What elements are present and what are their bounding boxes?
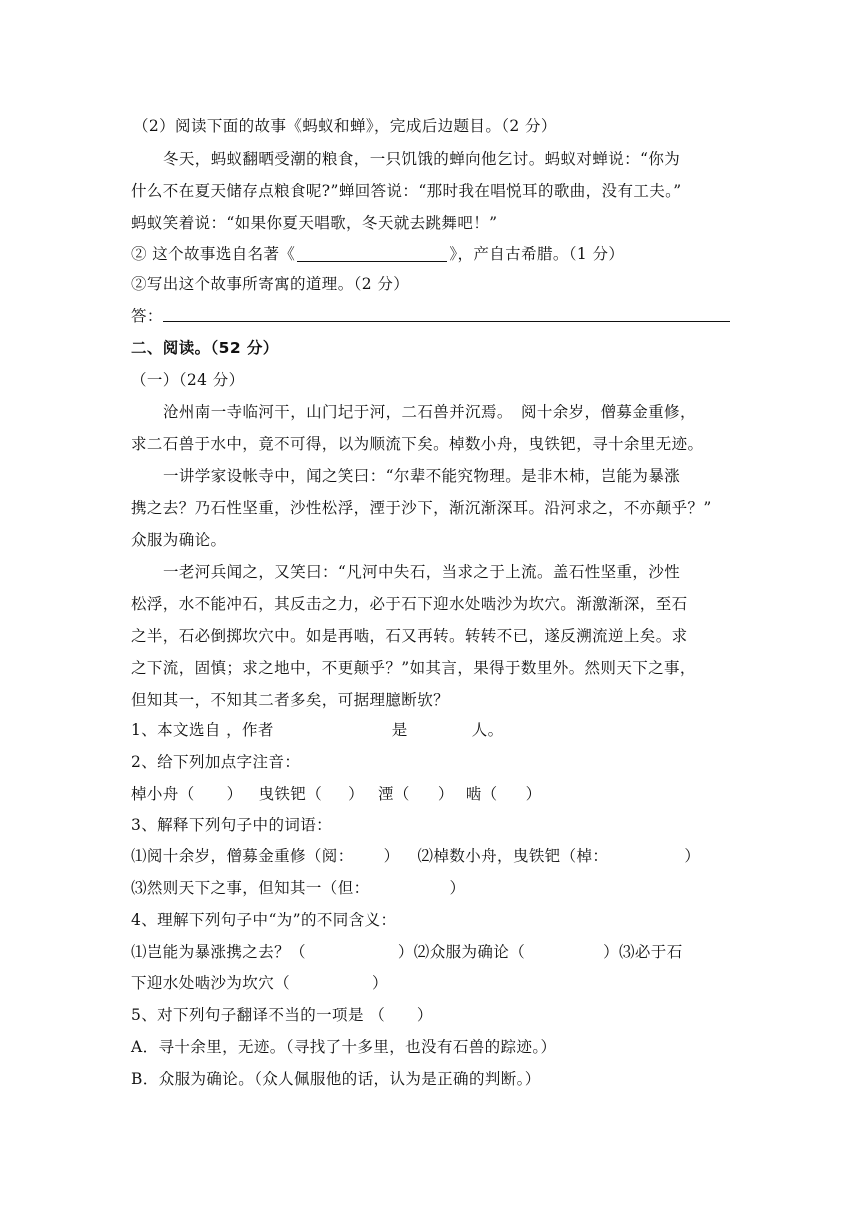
passage-line-2: 求二石兽于水中，竟不可得，以为顺流下矣。棹数小舟，曳铁钯，寻十余里无迹。 [131, 435, 704, 453]
explain-close-2: ） [684, 847, 701, 865]
phonetic-close-3: ） [437, 785, 454, 803]
passage-line-9: 之下流，固慎；求之地中，不更颠乎？”如其言，果得于数里外。然则天下之事， [131, 659, 696, 677]
meaning-item-3: ）⑶必于石 [603, 943, 683, 961]
meaning-item-3-cont: 下迎水处啮沙为坎穴（ [131, 974, 291, 992]
option-a: A．寻十余里，无迹。（寻找了十多里，也没有石兽的踪迹。） [131, 1038, 557, 1056]
passage-line-6: 一老河兵闻之，又笑曰：“凡河中失石，当求之于上流。盖石性坚重，沙性 [163, 563, 681, 581]
book-name-blank[interactable] [297, 245, 447, 262]
question-3-words: 3、解释下列句子中的词语： [131, 816, 333, 834]
q1-text-a: 1、本文选自 ，作者 [131, 721, 274, 739]
question-5-translation: 5、对下列句子翻译不当的一项是 （ ） [131, 1006, 433, 1024]
phonetic-item-3: 湮（ [378, 785, 410, 803]
section-2-heading: 二、阅读。（52 分） [131, 339, 279, 357]
explain-item-3: ⑶然则天下之事，但知其一（但： [131, 879, 370, 897]
meaning-item-1: ⑴岂能为暴涨携之去？（ [131, 943, 306, 961]
q1-text-b: 是 [391, 721, 408, 739]
story-line-2: 什么不在夏天储存点粮食呢?”蝉回答说：“那时我在唱悦耳的歌曲，没有工夫。” [131, 182, 682, 200]
passage-line-5: 众服为确论。 [131, 531, 227, 549]
word-explain-line-1 [131, 846, 731, 866]
phonetic-item-1: 棹小舟（ [131, 785, 195, 803]
phonetic-items [131, 784, 731, 804]
question-moral: ②写出这个故事所寄寓的道理。（2 分） [131, 275, 410, 293]
phonetic-item-2: 曳铁钯（ [258, 785, 323, 803]
story-line-3: 蚂蚁笑着说：“如果你夏天唱歌，冬天就去跳舞吧！” [131, 214, 498, 232]
explain-item-2: ⑵棹数小舟，曳铁钯（棹： [417, 847, 609, 865]
q1-text-c: 人。 [471, 721, 504, 739]
passage-line-10: 但知其一，不知其二者多矣，可据理臆断欤？ [131, 691, 450, 709]
question-source-text: ② 这个故事选自名著《 [131, 245, 296, 263]
passage-line-8: 之半，石必倒掷坎穴中。如是再啮，石又再转。转转不已，遂反溯流逆上矣。求 [131, 627, 688, 645]
phonetic-item-4: 啮（ [465, 785, 498, 803]
question-1-source [131, 720, 731, 740]
story-line-1: 冬天，蚂蚁翻晒受潮的粮食，一只饥饿的蝉向他乞讨。蚂蚁对蝉说：“你为 [163, 150, 681, 168]
part-1-heading: （一）（24 分） [131, 371, 245, 389]
meaning-item-2: ）⑵众服为确论（ [397, 943, 526, 961]
meaning-line-2 [131, 973, 731, 993]
question-2-instruction: （2）阅读下面的故事《蚂蚁和蝉》，完成后边题目。（2 分） [133, 117, 557, 135]
option-b: B．众服为确论。（众人佩服他的话，认为是正确的判断。） [131, 1070, 541, 1088]
phonetic-close-1: ） [226, 785, 243, 803]
answer-label: 答： [131, 307, 163, 325]
word-explain-line-2 [131, 878, 731, 898]
passage-line-3: 一讲学家设帐寺中，闻之笑曰：“尔辈不能究物理。是非木杮，岂能为暴涨 [163, 467, 681, 485]
meaning-line-1 [131, 942, 731, 962]
question-source-book [131, 244, 731, 264]
meaning-close-3: ） [372, 974, 388, 992]
passage-line-7: 松浮，水不能冲石，其反击之力，必于石下迎水处啮沙为坎穴。渐激渐深，至石 [131, 595, 688, 613]
question-4-meaning: 4、理解下列句子中“为”的不同含义： [131, 911, 397, 929]
question-source-tail: 》，产自古希腊。（1 分） [449, 245, 625, 263]
explain-item-1: ⑴阅十余岁，僧募金重修（阅： [131, 847, 354, 865]
phonetic-close-4: ） [525, 785, 542, 803]
phonetic-close-2: ） [348, 785, 365, 803]
answer-line[interactable] [163, 321, 730, 322]
passage-line-4: 携之去？乃石性坚重，沙性松浮，湮于沙下，渐沉渐深耳。沿河求之，不亦颠乎？” [131, 499, 712, 517]
passage-line-1: 沧州南一寺临河干，山门圮于河，二石兽并沉焉。 阅十余岁，僧募金重修， [163, 403, 696, 421]
question-2-phonetic: 2、给下列加点字注音： [131, 753, 301, 771]
explain-close-3: ） [449, 879, 466, 897]
explain-close-1: ） [383, 847, 400, 865]
